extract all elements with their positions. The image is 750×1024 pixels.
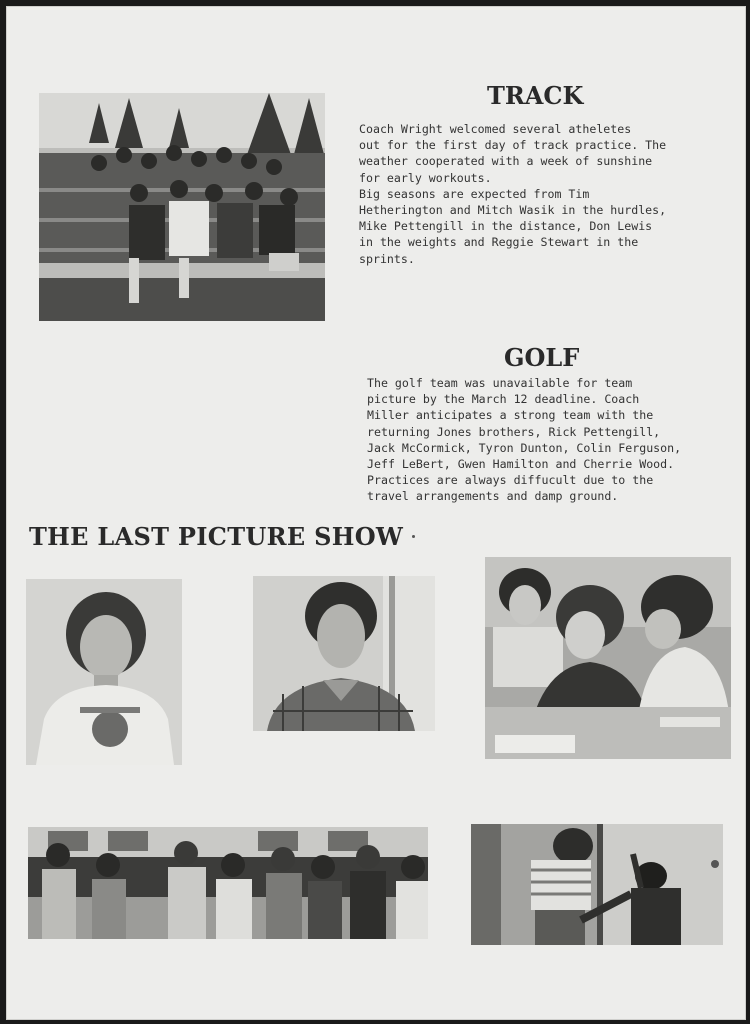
golf-heading: GOLF	[504, 343, 580, 372]
yearbook-page	[6, 6, 746, 1020]
track-article-text: Coach Wright welcomed several atheletes out for the first day of track practice. The weather cooperated with a week of sunshine for early workouts. Big seasons are expected from Tim Hetherington and Mitch Wasik in the hurdles, Mike Pettengill in the distance, Don Lewis in the weights and Reggie Stewart in the sprints.	[359, 122, 667, 266]
three-students-photo	[485, 557, 731, 759]
golf-article-text: The golf team was unavailable for team picture by the March 12 deadline. Coach Miller anticipates a strong team with the returning Jones brothers, Rick Pettengill, Jack McCormick, Tyron Dunton, Colin Ferguson, Jeff LeBert, Gwen Hamilton and Cherrie Wood. Practices are always diffucult due to the travel arrangements and damp ground.	[367, 376, 682, 504]
stray-dot	[412, 535, 415, 538]
portrait-photo-plaid	[253, 576, 435, 731]
track-heading: TRACK	[487, 81, 584, 110]
portrait-photo-tshirt	[26, 579, 182, 765]
last-picture-show-heading: THE LAST PICTURE SHOW	[29, 522, 404, 551]
track-team-photo	[39, 93, 325, 321]
couples-group-photo	[28, 827, 428, 939]
doorway-photo	[471, 824, 723, 945]
